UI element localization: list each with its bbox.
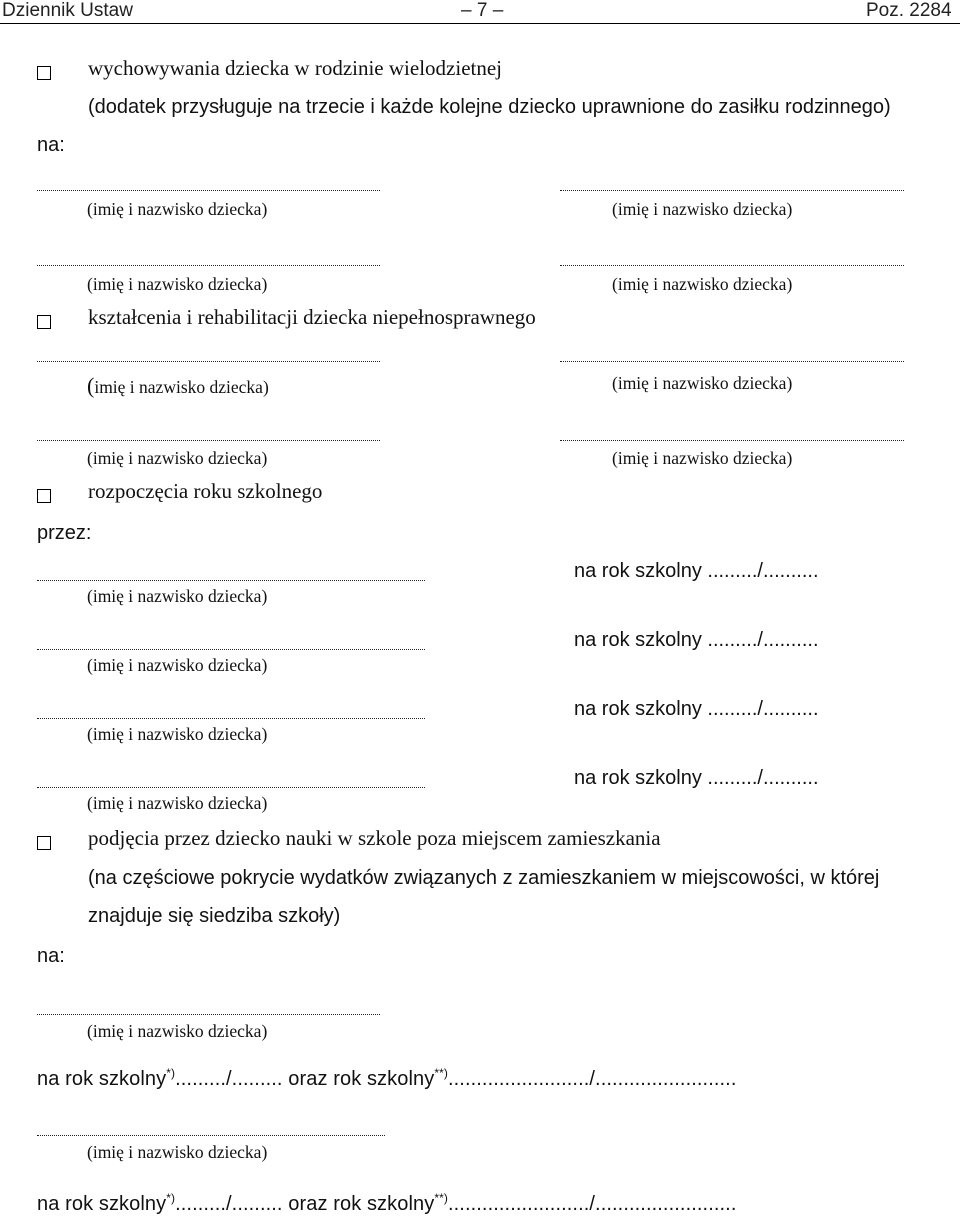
name-field[interactable] [37,580,425,581]
field-caption: (imię i nazwisko dziecka) [87,1142,268,1162]
field-caption: (imię i nazwisko dziecka) [612,373,793,393]
page-number: – 7 – [461,0,504,21]
field-caption: (imię i nazwisko dziecka) [87,793,268,813]
checkbox-nauka-poza[interactable] [37,836,51,850]
name-field[interactable] [560,265,904,266]
name-field[interactable] [37,265,380,266]
field-caption: (imię i nazwisko dziecka) [612,274,793,294]
checkbox-wielodzietna[interactable] [37,66,51,80]
name-field[interactable] [37,1135,385,1136]
field-caption: (imię i nazwisko dziecka) [87,199,268,219]
school-year-field[interactable]: na rok szkolny ........./.......... [574,560,819,582]
school-year-label: na rok szkolny [37,1193,167,1215]
school-year-field[interactable]: na rok szkolny ........./.......... [574,698,819,720]
section-title-niepelnosprawne: kształcenia i rehabilitacji dziecka niepełnosprawnego [88,305,536,329]
lead-przez: przez: [37,522,92,544]
section-note-wielodzietna: (dodatek przysługuje na trzecie i każde kolejne dziecko uprawnione do zasiłku rodzinnego) [88,96,891,118]
footnote-marker-2: **) [434,1066,448,1080]
footnote-marker-2: **) [434,1191,448,1205]
school-year-label: na rok szkolny [37,1068,167,1090]
position-number: Poz. 2284 [866,0,952,21]
name-field[interactable] [37,361,380,362]
school-year-end: ........................./......................... [447,1193,737,1215]
name-field[interactable] [37,440,380,441]
checkbox-rok-szkolny[interactable] [37,489,51,503]
footnote-marker-1: *) [166,1066,176,1080]
footnote-marker-1: *) [166,1191,176,1205]
name-field[interactable] [37,787,425,788]
school-year-middle: ........./......... oraz rok szkolny [175,1068,435,1090]
checkbox-niepelnosprawne[interactable] [37,315,51,329]
school-year-middle: ........./......... oraz rok szkolny [175,1193,435,1215]
field-caption: (imię i nazwisko dziecka) [87,586,268,606]
section-title-rok-szkolny: rozpoczęcia roku szkolnego [88,479,323,503]
field-caption [87,373,269,399]
school-year-line[interactable] [37,1066,736,1091]
field-caption: (imię i nazwisko dziecka) [87,655,268,675]
lead-na-1: na: [37,134,65,156]
header-rule [0,23,960,24]
school-year-line[interactable] [37,1191,736,1216]
journal-title: Dziennik Ustaw [2,0,133,21]
name-field[interactable] [37,1014,380,1015]
caption-paren: ( [87,373,95,398]
school-year-field[interactable]: na rok szkolny ........./.......... [574,767,819,789]
field-caption: (imię i nazwisko dziecka) [87,724,268,744]
name-field[interactable] [37,649,425,650]
field-caption: (imię i nazwisko dziecka) [87,274,268,294]
lead-na-2: na: [37,945,65,967]
section-note-line2: znajduje się siedziba szkoły) [88,905,341,927]
section-title-wielodzietna: wychowywania dziecka w rodzinie wielodzietnej [88,56,503,80]
school-year-field[interactable]: na rok szkolny ........./.......... [574,629,819,651]
name-field[interactable] [560,190,904,191]
name-field[interactable] [37,718,425,719]
field-caption: (imię i nazwisko dziecka) [87,1021,268,1041]
name-field[interactable] [560,440,904,441]
section-note-line1: (na częściowe pokrycie wydatków związanych z zamieszkaniem w miejscowości, w której [88,867,880,889]
caption-rest: imię i nazwisko dziecka) [94,377,269,397]
field-caption: (imię i nazwisko dziecka) [87,448,268,468]
section-title-nauka-poza: podjęcia przez dziecko nauki w szkole poza miejscem zamieszkania [88,826,661,850]
field-caption: (imię i nazwisko dziecka) [612,199,793,219]
school-year-end: ........................./......................... [447,1068,737,1090]
name-field[interactable] [560,361,904,362]
field-caption: (imię i nazwisko dziecka) [612,448,793,468]
name-field[interactable] [37,190,380,191]
